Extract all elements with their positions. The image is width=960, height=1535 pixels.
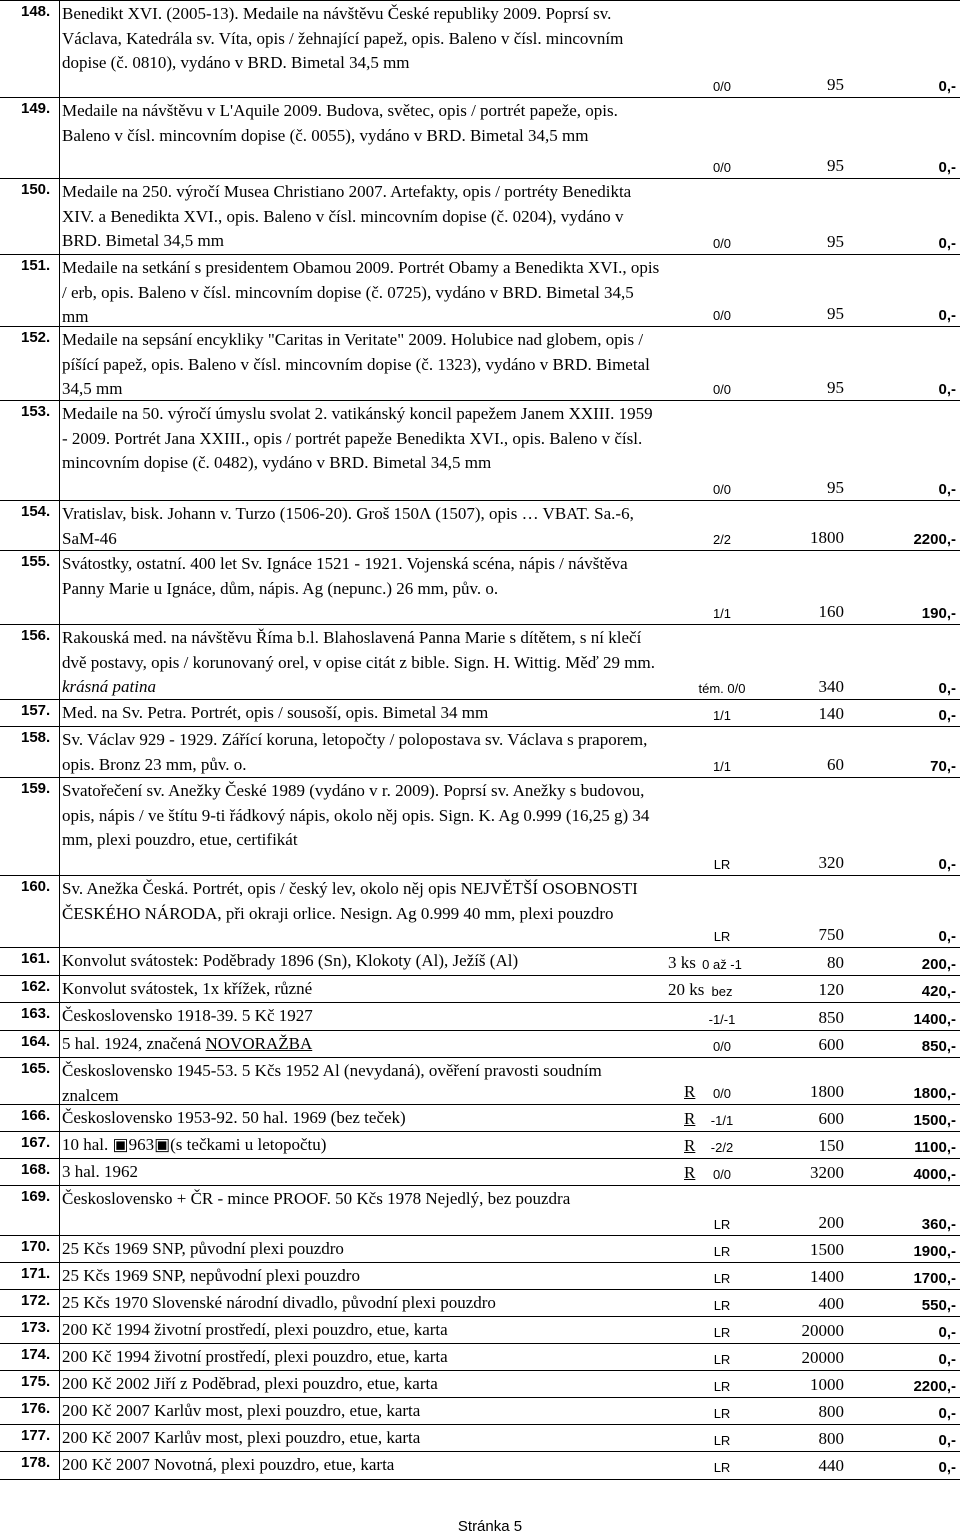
table-row (0, 1158, 960, 1186)
result-price: 4000,- (913, 1165, 956, 1183)
table-row (0, 1185, 960, 1236)
item-grade: LR (713, 1432, 731, 1448)
item-grade: 0/0 (712, 1166, 732, 1182)
result-price: 0,- (938, 306, 956, 324)
result-price: 0,- (938, 1323, 956, 1341)
table-row (0, 97, 960, 179)
item-description (62, 1426, 662, 1451)
item-number: 175. (21, 1373, 51, 1390)
table-row (0, 178, 960, 255)
result-price: 1500,- (913, 1111, 956, 1129)
item-grade: LR (713, 928, 731, 944)
starting-price: 95 (827, 231, 844, 251)
result-price: 420,- (921, 982, 956, 1000)
item-description (62, 1318, 662, 1343)
item-grade: -2/2 (710, 1139, 734, 1155)
item-description (62, 1345, 662, 1370)
starting-price: 95 (827, 377, 844, 397)
item-number: 165. (21, 1060, 51, 1077)
description-text: 200 Kč 2007 Karlův most, plexi pouzdro, etue, karta (62, 1428, 421, 1447)
item-number: 159. (21, 780, 51, 797)
item-description (62, 1032, 662, 1057)
item-number: 178. (21, 1454, 51, 1471)
table-row (0, 1424, 960, 1452)
item-description (62, 728, 662, 777)
description-text: Medaile na setkání s presidentem Obamou 2009. Portrét Obamy a Benedikta XVI., opis / erb, opis. Baleno v čísl. mincovním dopise (č. 0725), vydáno v BRD. Bimetal 34,5 mm (62, 258, 660, 326)
item-grade: 2/2 (712, 531, 732, 547)
item-description (62, 1399, 662, 1424)
item-number: 155. (21, 553, 51, 570)
table-row (0, 875, 960, 948)
item-grade: LR (713, 1405, 731, 1421)
item-qualifier: R (684, 1108, 696, 1128)
result-price: 190,- (921, 604, 956, 622)
description-text: 25 Kčs 1969 SNP, původní plexi pouzdro (62, 1239, 344, 1258)
starting-price: 20000 (801, 1347, 844, 1367)
item-number: 163. (21, 1005, 51, 1022)
result-price: 0,- (938, 1350, 956, 1368)
item-number: 173. (21, 1319, 51, 1336)
starting-price: 140 (818, 703, 844, 723)
starting-price: 1400 (810, 1266, 844, 1286)
item-grade: 0/0 (712, 235, 732, 251)
result-price: 0,- (938, 380, 956, 398)
item-grade: 1/1 (712, 758, 732, 774)
description-text: 10 hal. ▣963▣(s tečkami u letopočtu) (62, 1135, 327, 1154)
description-text: Sv. Anežka Česká. Portrét, opis / český lev, okolo něj opis NEJVĚTŠÍ OSOBNOSTI ČESKÉHO NÁRODA, při okraji orlice. Nesign. Ag 0.999 40 mm, plexi pouzdro (62, 879, 638, 923)
table-row (0, 1289, 960, 1317)
item-grade: -1/-1 (708, 1011, 736, 1027)
item-description (62, 1106, 662, 1131)
item-number: 169. (21, 1188, 51, 1205)
result-price: 1700,- (913, 1269, 956, 1287)
item-number: 164. (21, 1033, 51, 1050)
item-grade: 0/0 (712, 381, 732, 397)
item-description (62, 1059, 662, 1108)
description-text: Svátostky, ostatní. 400 let Sv. Ignáce 1521 - 1921. Vojenská scéna, nápis / návštěva Panny Marie u Ignáce, dům, nápis. Ag (nepunc.) 26 mm, pův. o. (62, 554, 628, 598)
item-grade: 0/0 (712, 481, 732, 497)
table-row (0, 975, 960, 1003)
description-text: Rakouská med. na návštěvu Říma b.l. Blahoslavená Panna Marie s dítětem, s ní klečí dvě postavy, opis / korunovaný orel, v opise citát z bible. Sign. H. Wittig. Měď 29 mm. (62, 628, 655, 672)
starting-price: 150 (818, 1135, 844, 1155)
starting-price: 60 (827, 754, 844, 774)
item-number: 177. (21, 1427, 51, 1444)
item-grade: 0/0 (712, 159, 732, 175)
item-description (62, 2, 662, 76)
table-row (0, 1002, 960, 1031)
item-number: 158. (21, 729, 51, 746)
result-price: 1800,- (913, 1084, 956, 1102)
starting-price: 95 (827, 155, 844, 175)
table-row (0, 1131, 960, 1159)
item-number: 150. (21, 181, 51, 198)
item-number: 172. (21, 1292, 51, 1309)
description-text: Sv. Václav 929 - 1929. Zářící koruna, letopočty / polopostava sv. Václava s praporem, opis. Bronz 23 mm, pův. o. (62, 730, 648, 774)
item-grade: 0/0 (712, 1038, 732, 1054)
result-price: 0,- (938, 1404, 956, 1422)
item-number: 152. (21, 329, 51, 346)
table-row (0, 550, 960, 625)
starting-price: 200 (818, 1212, 844, 1232)
item-description (62, 1187, 662, 1212)
item-description (62, 949, 662, 974)
description-text: 25 Kčs 1969 SNP, nepůvodní plexi pouzdro (62, 1266, 360, 1285)
description-text: 200 Kč 2007 Karlův most, plexi pouzdro, etue, karta (62, 1401, 421, 1420)
result-price: 850,- (921, 1037, 956, 1055)
description-text: 25 Kčs 1970 Slovenské národní divadlo, původní plexi pouzdro (62, 1293, 496, 1312)
table-row (0, 1030, 960, 1058)
starting-price: 1000 (810, 1374, 844, 1394)
item-description (62, 877, 662, 926)
item-grade: LR (713, 1243, 731, 1259)
table-row (0, 326, 960, 401)
result-price: 360,- (921, 1215, 956, 1233)
result-price: 0,- (938, 1431, 956, 1449)
starting-price: 600 (818, 1034, 844, 1054)
item-description (62, 328, 662, 402)
item-number: 176. (21, 1400, 51, 1417)
description-text: Československo 1945-53. 5 Kčs 1952 Al (nevydaná), ověření pravosti soudním znalcem (62, 1061, 602, 1105)
result-price: 2200,- (913, 1377, 956, 1395)
result-price: 1400,- (913, 1010, 956, 1028)
item-grade: bez (711, 983, 733, 999)
item-grade: 0/0 (712, 1085, 732, 1101)
description-text: 3 hal. 1962 (62, 1162, 139, 1181)
item-number: 170. (21, 1238, 51, 1255)
result-price: 0,- (938, 1458, 956, 1476)
description-text: 5 hal. 1924, značená (62, 1034, 202, 1053)
starting-price: 600 (818, 1108, 844, 1128)
description-text: Konvolut svátostek: Poděbrady 1896 (Sn), Klokoty (Al), Ježíš (Al) (62, 951, 519, 970)
item-number: 148. (21, 3, 51, 20)
item-description (62, 779, 662, 853)
item-description (62, 701, 662, 726)
result-price: 0,- (938, 679, 956, 697)
item-number: 156. (21, 627, 51, 644)
table-row (0, 0, 960, 98)
description-text: Medaile na 50. výročí úmyslu svolat 2. vatikánský koncil papežem Janem XXIII. 1959 - 2009. Portrét Jana XXIII., opis / portrét papeže Benedikta XVI., opis. Baleno v čísl. mincovním dopise (č. 0482), vydáno v BRD. Bimetal 34,5 mm (62, 404, 653, 472)
item-grade: LR (713, 1378, 731, 1394)
item-grade: LR (713, 1216, 731, 1232)
table-row (0, 1316, 960, 1344)
item-description (62, 977, 662, 1002)
item-description (62, 1453, 662, 1478)
item-number: 174. (21, 1346, 51, 1363)
result-price: 0,- (938, 158, 956, 176)
item-description (62, 1004, 662, 1029)
starting-price: 80 (827, 952, 844, 972)
item-number: 162. (21, 978, 51, 995)
item-number: 168. (21, 1161, 51, 1178)
result-price: 0,- (938, 234, 956, 252)
item-description (62, 1291, 662, 1316)
item-description (62, 180, 662, 254)
table-row (0, 624, 960, 700)
starting-price: 800 (818, 1401, 844, 1421)
starting-price: 850 (818, 1007, 844, 1027)
table-row (0, 1104, 960, 1132)
description-text: Československo 1918-39. 5 Kč 1927 (62, 1006, 313, 1025)
item-description (62, 1372, 662, 1397)
item-qualifier: R (684, 1162, 696, 1182)
description-text: Vratislav, bisk. Johann v. Turzo (1506-20). Groš 150Λ (1507), opis … VBAT. Sa.-6, SaM-46 (62, 504, 634, 548)
result-price: 1900,- (913, 1242, 956, 1260)
starting-price: 750 (818, 924, 844, 944)
table-row (0, 1057, 960, 1105)
item-description (62, 256, 662, 330)
table-row (0, 1397, 960, 1425)
item-description (62, 1160, 662, 1185)
item-qualifier: R (684, 1135, 696, 1155)
item-description (62, 1264, 662, 1289)
item-description (62, 1237, 662, 1262)
item-grade: 0/0 (712, 307, 732, 323)
item-number: 166. (21, 1107, 51, 1124)
table-row (0, 1451, 960, 1480)
starting-price: 800 (818, 1428, 844, 1448)
starting-price: 95 (827, 74, 844, 94)
item-number: 167. (21, 1134, 51, 1151)
table-row (0, 500, 960, 551)
description-text: Med. na Sv. Petra. Portrét, opis / sousoší, opis. Bimetal 34 mm (62, 703, 489, 722)
description-text: Konvolut svátostek, 1x křížek, různé (62, 979, 313, 998)
item-grade: LR (713, 1459, 731, 1475)
item-grade: LR (713, 1324, 731, 1340)
item-grade: 0 až -1 (702, 956, 742, 972)
description-mark: NOVORAŽBA (205, 1034, 313, 1053)
table-row (0, 254, 960, 327)
item-qualifier: 20 ks (668, 979, 705, 999)
item-description (62, 626, 662, 700)
starting-price: 1500 (810, 1239, 844, 1259)
table-row (0, 1370, 960, 1398)
starting-price: 20000 (801, 1320, 844, 1340)
item-number: 151. (21, 257, 51, 274)
table-row (0, 726, 960, 778)
result-price: 0,- (938, 927, 956, 945)
starting-price: 1800 (810, 1081, 844, 1101)
result-price: 0,- (938, 77, 956, 95)
starting-price: 160 (818, 601, 844, 621)
starting-price: 95 (827, 477, 844, 497)
description-text: 200 Kč 1994 životní prostředí, plexi pouzdro, etue, karta (62, 1320, 448, 1339)
item-description (62, 402, 662, 476)
item-qualifier: 3 ks (668, 952, 696, 972)
starting-price: 440 (818, 1455, 844, 1475)
table-row (0, 400, 960, 501)
item-description (62, 99, 662, 148)
starting-price: 120 (818, 979, 844, 999)
description-text: 200 Kč 2007 Novotná, plexi pouzdro, etue, karta (62, 1455, 395, 1474)
description-text: Benedikt XVI. (2005-13). Medaile na návštěvu České republiky 2009. Poprsí sv. Václava, Katedrála sv. Víta, opis / žehnající papež, opis. Baleno v čísl. mincovním dopise (č. 0810), vydáno v BRD. Bimetal 34,5 mm (62, 4, 624, 72)
item-grade: LR (713, 1270, 731, 1286)
item-grade: LR (713, 856, 731, 872)
item-grade: 0/0 (712, 78, 732, 94)
description-text: 200 Kč 2002 Jiří z Poděbrad, plexi pouzdro, etue, karta (62, 1374, 438, 1393)
item-description (62, 502, 662, 551)
item-number: 149. (21, 100, 51, 117)
item-number: 160. (21, 878, 51, 895)
starting-price: 400 (818, 1293, 844, 1313)
description-text: Svatořečení sv. Anežky České 1989 (vydáno v r. 2009). Poprsí sv. Anežky s budovou, opis, nápis / ve štítu 9-ti řádkový nápis, okolo něj opis. Sign. K. Ag 0.999 (16,25 g) 34 mm, plexi pouzdro, etue, certifikát (62, 781, 650, 849)
description-text: Československo + ČR - mince PROOF. 50 Kčs 1978 Nejedlý, bez pouzdra (62, 1189, 571, 1208)
description-text: 200 Kč 1994 životní prostředí, plexi pouzdro, etue, karta (62, 1347, 448, 1366)
description-text: Medaile na 250. výročí Musea Christiano 2007. Artefakty, opis / portréty Benedikta XIV. a Benedikta XVI., opis. Baleno v čísl. mincovním dopise (č. 0204), vydáno v BRD. Bimetal 34,5 mm (62, 182, 632, 250)
table-row (0, 1343, 960, 1371)
item-grade: -1/1 (710, 1112, 734, 1128)
page-footer: Stránka 5 (457, 1518, 523, 1535)
result-price: 550,- (921, 1296, 956, 1314)
item-number: 153. (21, 403, 51, 420)
result-price: 70,- (930, 757, 956, 775)
starting-price: 340 (818, 676, 844, 696)
description-text: Medaile na sepsání encykliky "Caritas in Veritate" 2009. Holubice nad globem, opis / píšící papež, opis. Baleno v čísl. mincovním dopise (č. 1323), vydáno v BRD. Bimetal 34,5 mm (62, 330, 650, 398)
table-row (0, 1262, 960, 1290)
item-number: 154. (21, 503, 51, 520)
description-text: Medaile na návštěvu v L'Aquile 2009. Budova, světec, opis / portrét papeže, opis. Baleno v čísl. mincovním dopise (č. 0055), vydáno v BRD. Bimetal 34,5 mm (62, 101, 618, 145)
item-grade: 1/1 (712, 707, 732, 723)
item-grade: 1/1 (712, 605, 732, 621)
item-grade: tém. 0/0 (698, 680, 746, 696)
item-number: 157. (21, 702, 51, 719)
starting-price: 1800 (810, 527, 844, 547)
description-note: krásná patina (62, 677, 156, 696)
item-qualifier: R (684, 1081, 696, 1101)
result-price: 1100,- (914, 1138, 956, 1156)
item-description (62, 552, 662, 601)
item-grade: LR (713, 1297, 731, 1313)
result-price: 2200,- (913, 530, 956, 548)
item-number: 171. (21, 1265, 51, 1282)
result-price: 0,- (938, 480, 956, 498)
table-row (0, 947, 960, 976)
description-text: Československo 1953-92. 50 hal. 1969 (bez teček) (62, 1108, 406, 1127)
item-description (62, 1133, 662, 1158)
starting-price: 95 (827, 303, 844, 323)
item-grade: LR (713, 1351, 731, 1367)
starting-price: 3200 (810, 1162, 844, 1182)
table-row (0, 777, 960, 876)
table-row (0, 1235, 960, 1263)
starting-price: 320 (818, 852, 844, 872)
table-row (0, 699, 960, 727)
result-price: 0,- (938, 855, 956, 873)
result-price: 200,- (921, 955, 956, 973)
item-number: 161. (21, 950, 51, 967)
result-price: 0,- (938, 706, 956, 724)
